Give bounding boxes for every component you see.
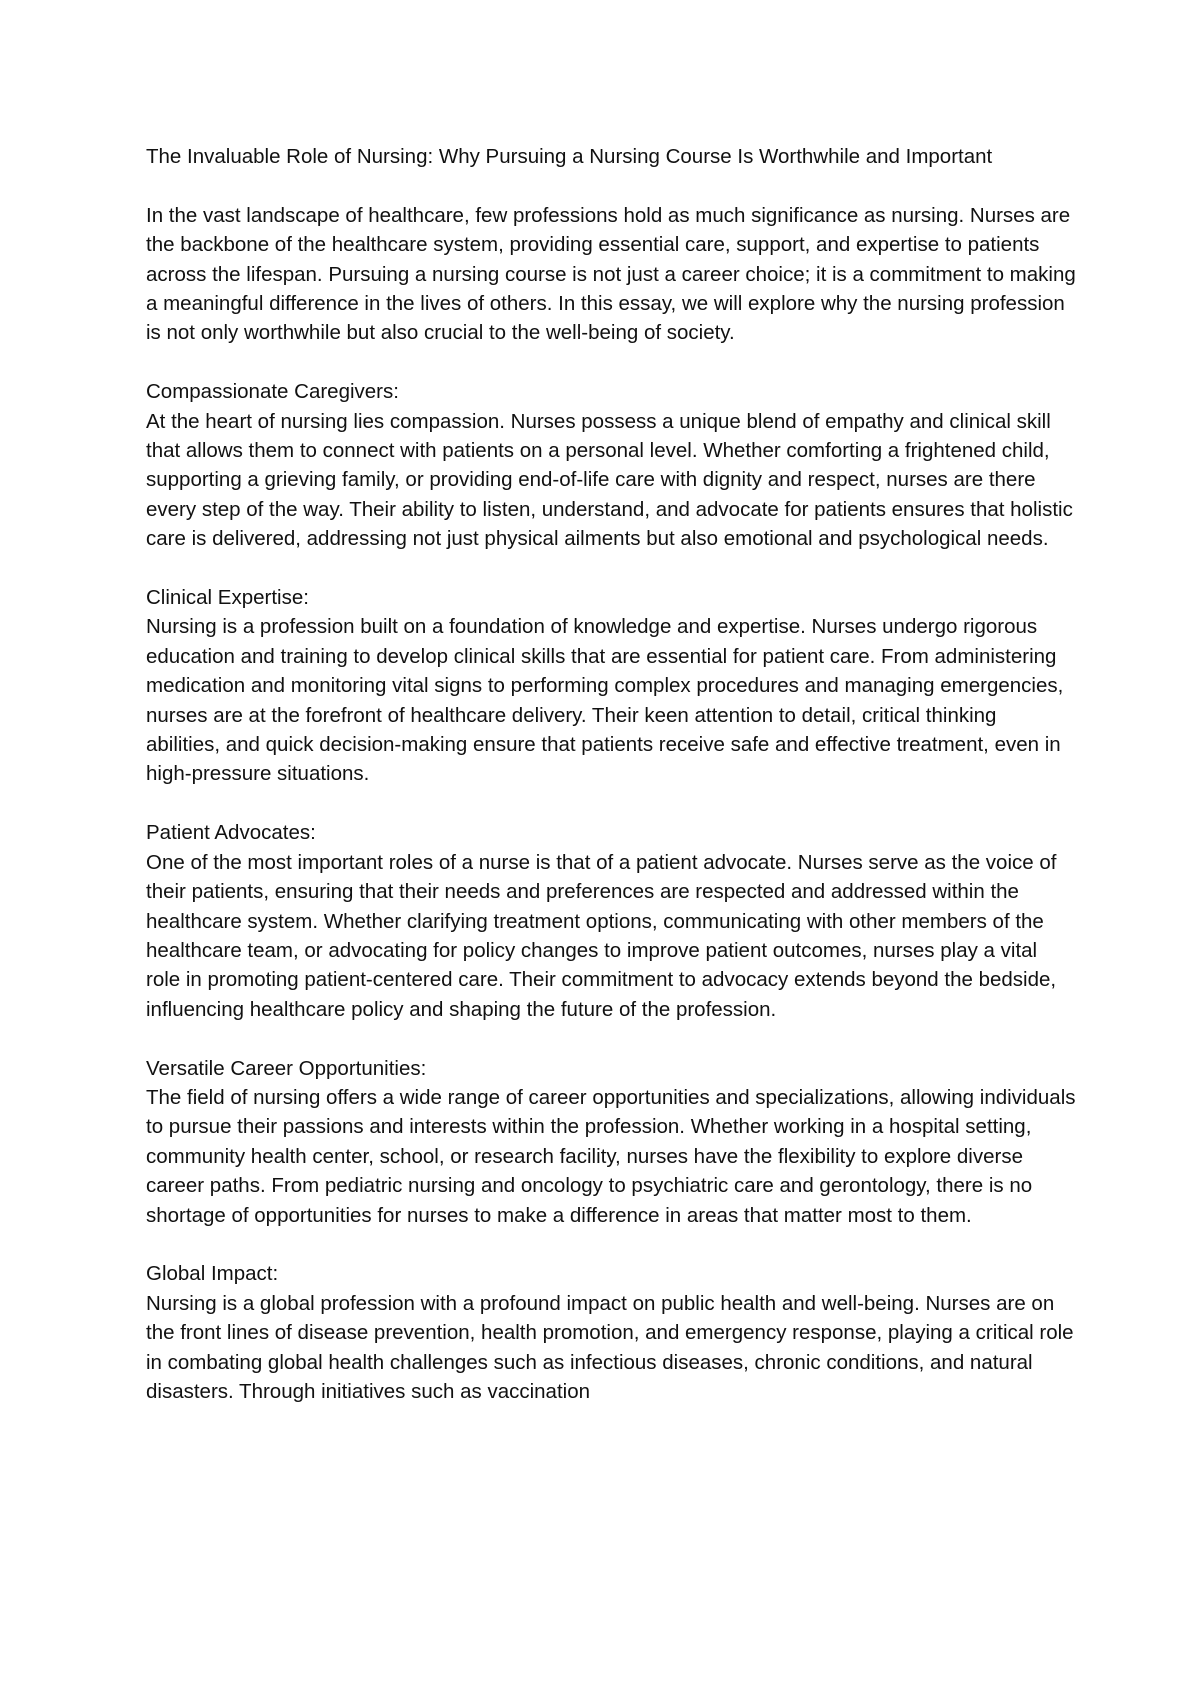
section-global-impact <box>146 1259 1076 1406</box>
section-compassionate-caregivers <box>146 377 1076 553</box>
section-versatile-career-opportunities <box>146 1054 1076 1230</box>
section-heading: Global Impact: <box>146 1262 279 1286</box>
section-patient-advocates <box>146 818 1076 1024</box>
section-body: One of the most important roles of a nurse is that of a patient advocate. Nurses serve as the voice of their patients, ensuring that their needs and preferences are respected and addressed within the healthcare system. Whether clarifying treatment options, communicating with other members of the healthcare team, or advocating for policy changes to improve patient outcomes, nurses play a vital role in promoting patient-centered care. Their commitment to advocacy extends beyond the bedside, influencing healthcare policy and shaping the future of the profession. <box>146 850 1057 1021</box>
section-body: Nursing is a global profession with a profound impact on public health and well-being. Nurses are on the front lines of disease prevention, health promotion, and emergency response, playing a critical role in combating global health challenges such as infectious diseases, chronic conditions, and natural disasters. Through initiatives such as vaccination <box>146 1291 1074 1403</box>
section-clinical-expertise <box>146 583 1076 789</box>
section-heading: Patient Advocates: <box>146 821 316 845</box>
section-body: At the heart of nursing lies compassion. Nurses possess a unique blend of empathy and clinical skill that allows them to connect with patients on a personal level. Whether comforting a frightened child, supporting a grieving family, or providing end-of-life care with dignity and respect, nurses are there every step of the way. Their ability to listen, understand, and advocate for patients ensures that holistic care is delivered, addressing not just physical ailments but also emotional and psychological needs. <box>146 409 1073 551</box>
intro-paragraph: In the vast landscape of healthcare, few professions hold as much significance as nursing. Nurses are the backbone of the healthcare system, providing essential care, support, and expertise to patients across the lifespan. Pursuing a nursing course is not just a career choice; it is a commitment to making a meaningful difference in the lives of others. In this essay, we will explore why the nursing profession is not only worthwhile but also crucial to the well-being of society. <box>146 203 1076 345</box>
section-body: The field of nursing offers a wide range of career opportunities and specializations, allowing individuals to pursue their passions and interests within the profession. Whether working in a hospital setting, community health center, school, or research facility, nurses have the flexibility to explore diverse career paths. From pediatric nursing and oncology to psychiatric care and gerontology, there is no shortage of opportunities for nurses to make a difference in areas that matter most to them. <box>146 1085 1076 1227</box>
section-heading: Versatile Career Opportunities: <box>146 1056 427 1080</box>
section-heading: Compassionate Caregivers: <box>146 380 399 404</box>
section-heading: Clinical Expertise: <box>146 586 309 610</box>
document-page <box>146 142 1076 1436</box>
section-body: Nursing is a profession built on a foundation of knowledge and expertise. Nurses undergo rigorous education and training to develop clinical skills that are essential for patient care. From administering medication and monitoring vital signs to performing complex procedures and managing emergencies, nurses are at the forefront of healthcare delivery. Their keen attention to detail, critical thinking abilities, and quick decision-making ensure that patients receive safe and effective treatment, even in high-pressure situations. <box>146 615 1064 786</box>
document-title: The Invaluable Role of Nursing: Why Pursuing a Nursing Course Is Worthwhile and Important <box>146 145 993 168</box>
